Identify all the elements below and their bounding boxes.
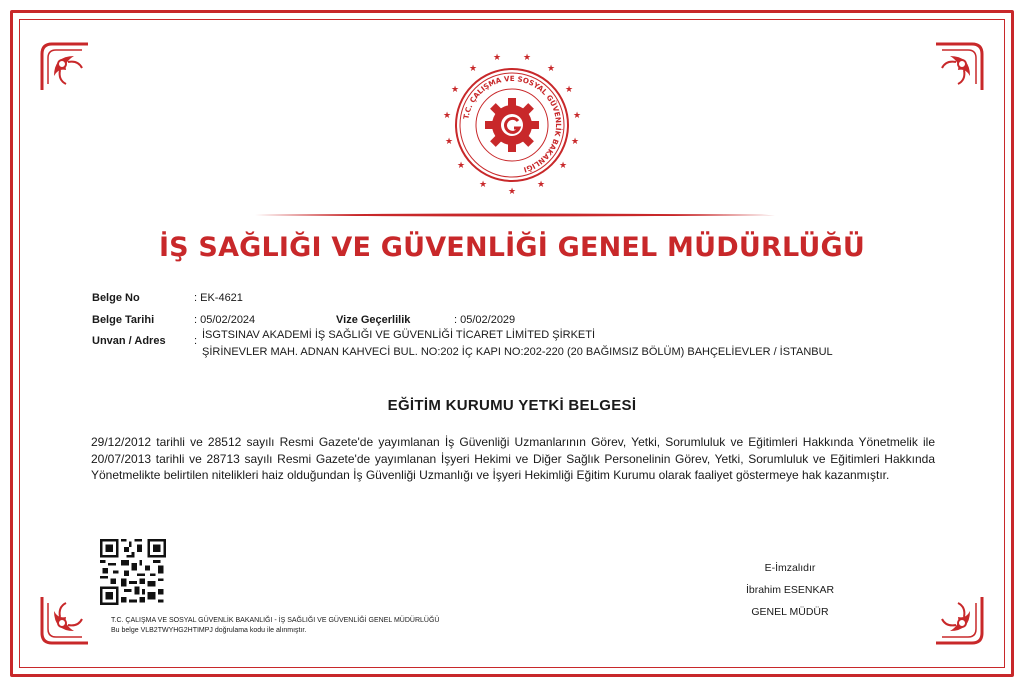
svg-text:★: ★ <box>522 53 532 63</box>
svg-text:★: ★ <box>456 161 466 171</box>
svg-text:★: ★ <box>468 64 478 74</box>
svg-text:★: ★ <box>478 180 488 190</box>
document-title: EĞİTİM KURUMU YETKİ BELGESİ <box>387 397 637 414</box>
svg-text:★: ★ <box>564 85 574 95</box>
footer-line2: Bu belge VLB2TWYHG2HTIMPJ doğrulama kodu ile alınmıştır. <box>111 627 307 634</box>
vize-label: Vize Geçerlilik <box>336 314 411 326</box>
svg-text:★: ★ <box>442 111 452 121</box>
corner-ornament-icon <box>38 593 92 647</box>
belge-tarihi-value: : 05/02/2024 <box>194 314 256 326</box>
svg-text:★: ★ <box>507 187 517 197</box>
svg-text:T.C. ÇALIŞMA VE SOSYAL GÜVENLİ: T.C. ÇALIŞMA VE SOSYAL GÜVENLİK BAKANLIĞI <box>461 73 564 175</box>
signatory-position: GENEL MÜDÜR <box>751 606 829 618</box>
svg-text:★: ★ <box>450 85 460 95</box>
signatory-name: İbrahim ESENKAR <box>745 584 835 596</box>
unvan-colon: : <box>194 335 198 347</box>
svg-text:★: ★ <box>536 180 546 190</box>
belge-no-value: : EK-4621 <box>194 292 243 304</box>
body-text: 29/12/2012 tarihli ve 28512 sayılı Resmi Gazete'de yayımlanan İş Güvenliği Uzmanlarının Görev, Yetki, Sorumluluk ve Eğitimleri Hakkında Yönetmelik ile 20/07/2013 tarihli ve 28713 sayılı Resmi Gazete'de yayımlanan İşyeri Hekimi ve Diğer Sağlık Personelinin Görev, Yetki, Sorumluluk ve Eğitimleri Hakkında Yönetmelikte belirtilen nitelikleri haiz olduğundan İş Güvenliği Uzmanlığı ve İşyeri Hekimliği Eğitim Kurumu olarak faaliyet göstermeye hak kazanmıştır. <box>91 435 935 482</box>
corner-ornament-icon <box>38 40 92 94</box>
e-signature-label: E-İmzalıdır <box>764 562 816 574</box>
belge-tarihi-label: Belge Tarihi <box>92 314 155 326</box>
svg-text:★: ★ <box>572 111 582 121</box>
svg-text:★: ★ <box>444 137 454 147</box>
footer-line1: T.C. ÇALIŞMA VE SOSYAL GÜVENLİK BAKANLIĞI - İŞ SAĞLIĞI VE GÜVENLİĞİ GENEL MÜDÜRLÜĞÜ <box>111 617 440 624</box>
corner-ornament-icon <box>932 40 986 94</box>
unvan-line1: İSGTSINAV AKADEMİ İŞ SAĞLIĞI VE GÜVENLİĞİ TİCARET LİMİTED ŞİRKETİ <box>202 329 596 341</box>
svg-text:★: ★ <box>492 53 502 63</box>
corner-ornament-icon <box>932 593 986 647</box>
divider <box>255 212 775 218</box>
qr-code-icon <box>100 539 166 605</box>
unvan-label: Unvan / Adres <box>92 335 166 347</box>
svg-text:★: ★ <box>546 64 556 74</box>
svg-text:★: ★ <box>558 161 568 171</box>
page-title: İŞ SAĞLIĞI VE GÜVENLİĞİ GENEL MÜDÜRLÜĞÜ <box>158 232 866 263</box>
belge-no-label: Belge No <box>92 292 140 304</box>
unvan-line2: ŞİRİNEVLER MAH. ADNAN KAHVECİ BUL. NO:202 İÇ KAPI NO:202-220 (20 BAĞIMSIZ BÖLÜM) BAHÇELİEVLER / İSTANBUL <box>202 346 833 358</box>
ministry-seal-icon <box>437 50 587 200</box>
svg-text:★: ★ <box>570 137 580 147</box>
vize-value: : 05/02/2029 <box>454 314 516 326</box>
